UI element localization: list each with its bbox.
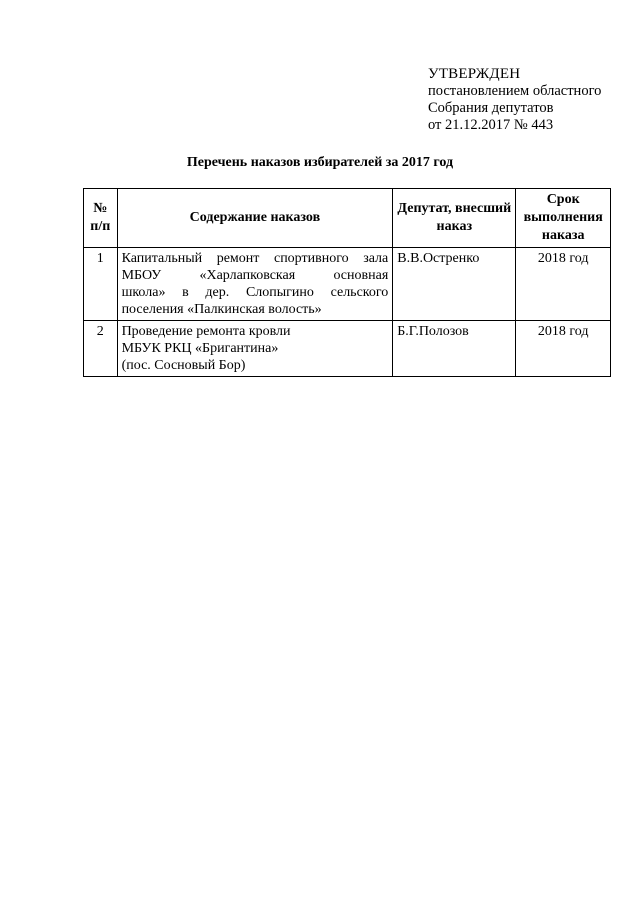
row-num: 1 xyxy=(84,248,118,321)
row-term: 2018 год xyxy=(516,248,611,321)
row-content xyxy=(117,248,393,321)
table-row xyxy=(84,248,611,321)
header-content: Содержание наказов xyxy=(117,189,393,248)
row-deputy: Б.Г.Полозов xyxy=(393,321,516,377)
approval-line-2: Собрания депутатов xyxy=(428,100,554,116)
table-row xyxy=(84,321,611,377)
row-content xyxy=(117,321,393,377)
header-deputy: Депутат, внесший наказ xyxy=(393,189,516,248)
content-line: МБУК РКЦ «Бригантина» xyxy=(121,341,279,356)
content-line: поселения «Палкинская волость» xyxy=(121,302,322,317)
content-line: (пос. Сосновый Бор) xyxy=(121,358,246,373)
orders-table xyxy=(83,188,611,377)
content-line: Капитальный ремонт спортивного зала xyxy=(121,251,389,266)
content-line: МБОУ «Харлапковская основная xyxy=(121,268,389,283)
row-term: 2018 год xyxy=(516,321,611,377)
row-deputy: В.В.Остренко xyxy=(393,248,516,321)
header-term: Срок выполнения наказа xyxy=(516,189,611,248)
approval-stamp xyxy=(428,66,601,134)
document-title: Перечень наказов избирателей за 2017 год xyxy=(186,155,454,170)
approval-line-3: от 21.12.2017 № 443 xyxy=(428,117,554,133)
row-num: 2 xyxy=(84,321,118,377)
approval-heading: УТВЕРЖДЕН xyxy=(428,66,521,82)
content-line: Проведение ремонта кровли xyxy=(121,324,291,339)
content-line: школа» в дер. Слопыгино сельского xyxy=(121,285,389,300)
table-header-row xyxy=(84,189,611,248)
header-num: № п/п xyxy=(84,189,118,248)
approval-line-1: постановлением областного xyxy=(428,83,602,99)
